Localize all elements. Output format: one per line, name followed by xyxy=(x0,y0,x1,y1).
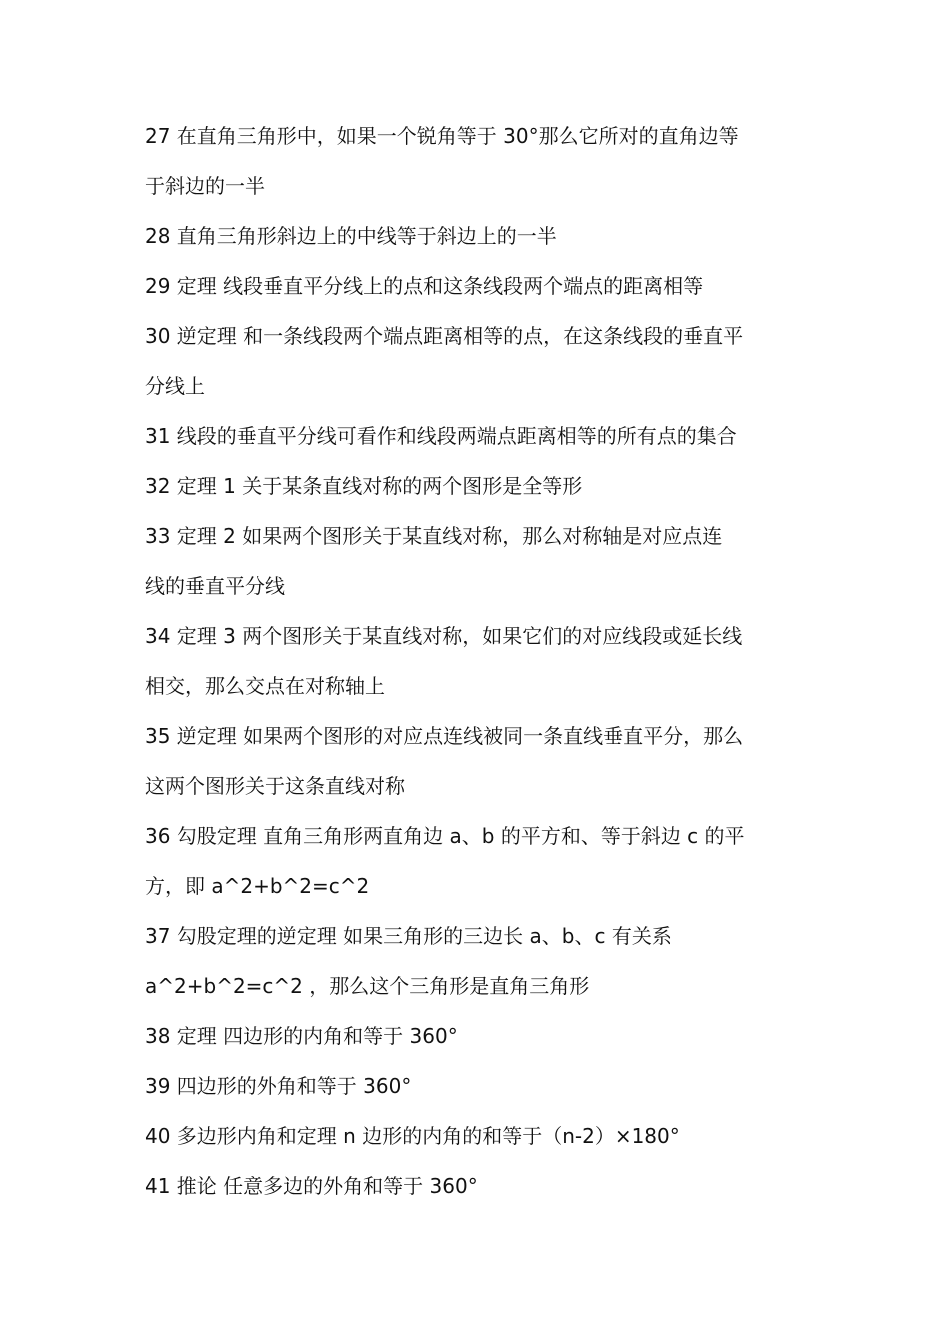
text-line: 31 线段的垂直平分线可看作和线段两端点距离相等的所有点的集合 xyxy=(145,424,737,448)
document-body xyxy=(145,111,810,1211)
text-line: 40 多边形内角和定理 n 边形的内角的和等于（n-2）×180° xyxy=(145,1124,680,1148)
text-line: 相交，那么交点在对称轴上 xyxy=(145,674,385,698)
text-line: 这两个图形关于这条直线对称 xyxy=(145,774,405,798)
text-line: 39 四边形的外角和等于 360° xyxy=(145,1074,412,1098)
text-line: 35 逆定理 如果两个图形的对应点连线被同一条直线垂直平分，那么 xyxy=(145,724,744,748)
text-line: 33 定理 2 如果两个图形关于某直线对称，那么对称轴是对应点连 xyxy=(145,524,723,548)
text-line: 27 在直角三角形中，如果一个锐角等于 30°那么它所对的直角边等 xyxy=(145,124,739,148)
text-line: 于斜边的一半 xyxy=(145,174,265,198)
text-line: 36 勾股定理 直角三角形两直角边 a、b 的平方和、等于斜边 c 的平 xyxy=(145,824,745,848)
text-line: a^2+b^2=c^2 ，那么这个三角形是直角三角形 xyxy=(145,974,590,998)
text-line: 线的垂直平分线 xyxy=(145,574,285,598)
text-line: 28 直角三角形斜边上的中线等于斜边上的一半 xyxy=(145,224,557,248)
text-line: 29 定理 线段垂直平分线上的点和这条线段两个端点的距离相等 xyxy=(145,274,704,298)
text-line: 34 定理 3 两个图形关于某直线对称，如果它们的对应线段或延长线 xyxy=(145,624,743,648)
text-line: 分线上 xyxy=(145,374,205,398)
text-line: 41 推论 任意多边的外角和等于 360° xyxy=(145,1174,478,1198)
text-line: 32 定理 1 关于某条直线对称的两个图形是全等形 xyxy=(145,474,583,498)
text-line: 38 定理 四边形的内角和等于 360° xyxy=(145,1024,458,1048)
text-line: 37 勾股定理的逆定理 如果三角形的三边长 a、b、c 有关系 xyxy=(145,924,672,948)
text-line: 30 逆定理 和一条线段两个端点距离相等的点，在这条线段的垂直平 xyxy=(145,324,744,348)
text-line: 方，即 a^2+b^2=c^2 xyxy=(145,874,370,898)
